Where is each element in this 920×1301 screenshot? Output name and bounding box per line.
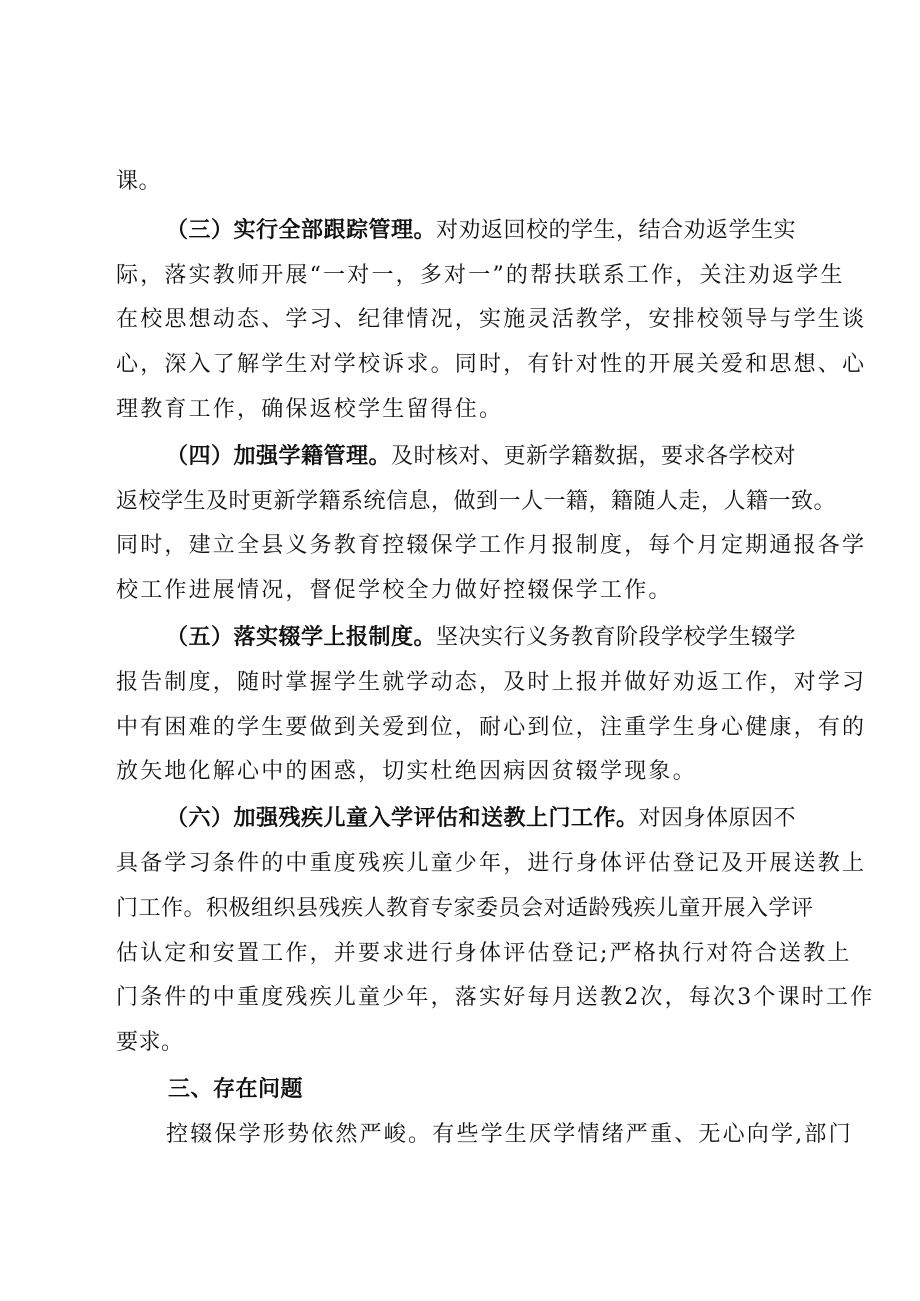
paragraph-heading: （四）加强学籍管理。 xyxy=(166,443,392,469)
paragraph-heading: （三）实行全部跟踪管理。 xyxy=(166,217,437,243)
paragraph-line: 理教育工作，确保返校学生留得住。 xyxy=(116,396,504,422)
paragraph-existing-problems: 控辍保学形势依然严峻。有些学生厌学情绪严重、无心向学,部门 xyxy=(166,1121,853,1147)
paragraph-line: 中有困难的学生要做到关爱到位，耐心到位，注重学生身心健康，有的 xyxy=(116,714,867,740)
paragraph-student-records xyxy=(116,435,867,614)
paragraph-line: 报告制度，随时掌握学生就学动态，及时上报并做好劝返工作，对学习 xyxy=(116,669,867,695)
paragraph-disabled-children xyxy=(116,797,875,1066)
paragraph-line: 放矢地化解心中的困惑，切实杜绝因病因贫辍学现象。 xyxy=(116,759,697,785)
paragraph-tracking-management xyxy=(116,209,867,433)
paragraph-line: 校工作进展情况，督促学校全力做好控辍保学工作。 xyxy=(116,578,673,604)
paragraph-line: 门工作。积极组织县残疾人教育专家委员会对适龄残疾儿童开展入学评 xyxy=(116,895,814,921)
paragraph-line: 要求。 xyxy=(116,1030,184,1056)
paragraph-heading: （六）加强残疾儿童入学评估和送教上门工作。 xyxy=(166,806,639,832)
paragraph-line: 门条件的中重度残疾儿童少年，落实好每月送教2次，每次3个课时工作 xyxy=(116,985,875,1011)
paragraph-dropout-reporting xyxy=(116,616,867,795)
paragraph-line: 心，深入了解学生对学校诉求。同时，有针对性的开展关爱和思想、心 xyxy=(116,352,867,378)
paragraph-line: 在校思想动态、学习、纪律情况，实施灵活教学，安排校领导与学生谈 xyxy=(116,307,867,333)
section-heading: 三、存在问题 xyxy=(168,1076,304,1102)
paragraph-text: 对因身体原因不 xyxy=(638,806,797,832)
paragraph-heading: （五）落实辍学上报制度。 xyxy=(166,624,437,650)
paragraph-text: 坚决实行义务教育阶段学校学生辍学 xyxy=(436,624,797,650)
paragraph-line: 估认定和安置工作，并要求进行身体评估登记;严格执行对符合送教上 xyxy=(116,940,852,966)
paragraph-continuation: 课。 xyxy=(116,169,162,194)
paragraph-line: 返校学生及时更新学籍系统信息，做到一人一籍，籍随人走，人籍一致。 xyxy=(116,488,837,514)
paragraph-line: 具备学习条件的中重度残疾儿童少年，进行身体评估登记及开展送教上 xyxy=(116,850,867,876)
paragraph-line: 同时，建立全县义务教育控辍保学工作月报制度，每个月定期通报各学 xyxy=(116,533,867,559)
paragraph-text: 对劝返回校的学生，结合劝返学生实 xyxy=(436,217,797,243)
paragraph-text: 及时核对、更新学籍数据，要求各学校对 xyxy=(391,443,797,469)
paragraph-line: 际，落实教师开展“一对一，多对一”的帮扶联系工作，关注劝返学生 xyxy=(116,262,845,288)
